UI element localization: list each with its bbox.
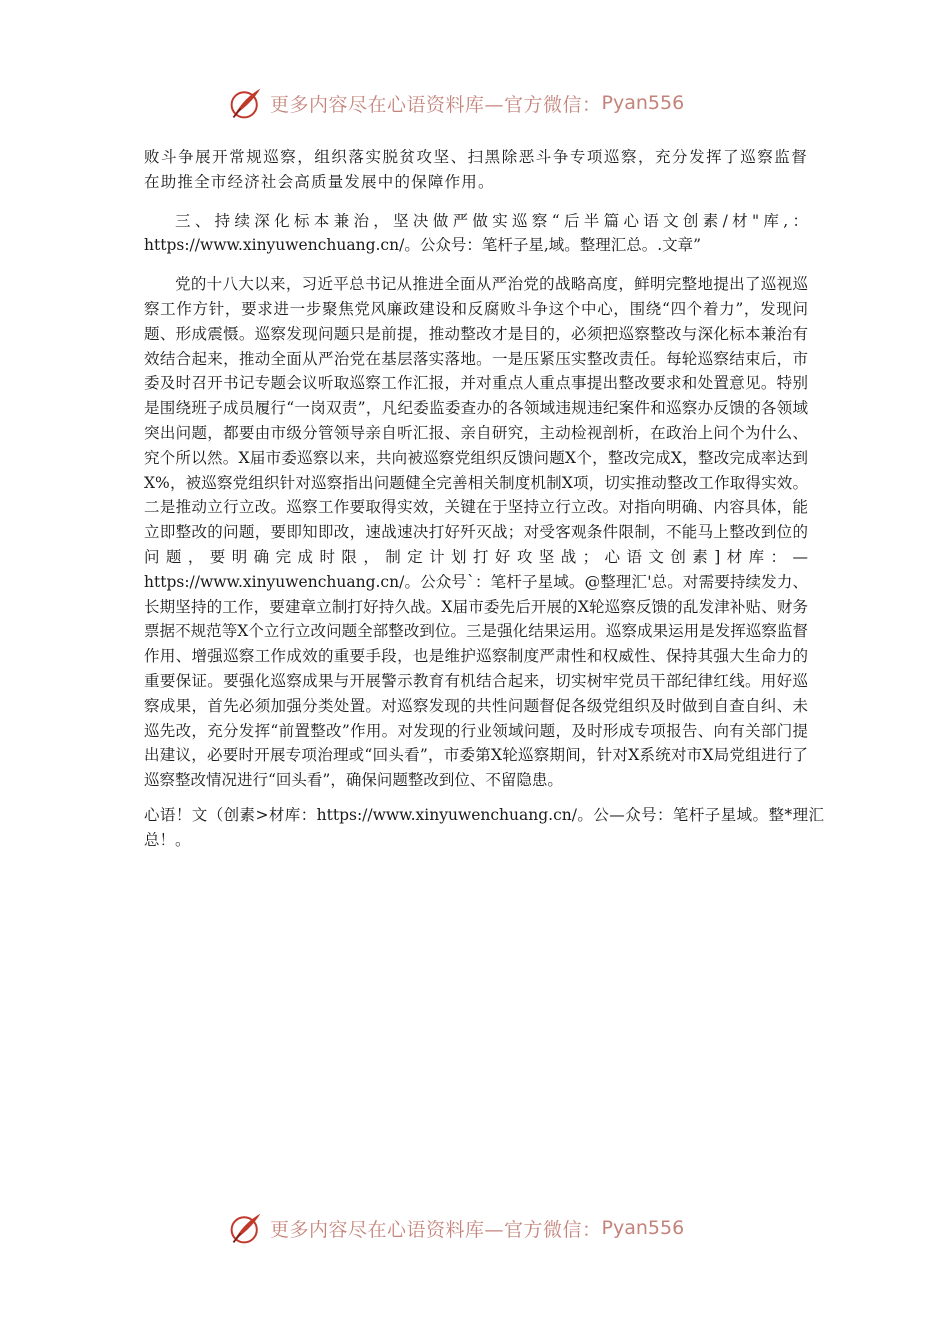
quill-logo-icon	[228, 1210, 264, 1246]
banner-wechat-id: Pyan556	[601, 92, 685, 114]
paragraph-continuation: 败斗争展开常规巡察，组织落实脱贫攻坚、扫黑除恶斗争专项巡察，充分发挥了巡察监督在助推全市经济社会高质量发展中的保障作用。	[144, 148, 808, 191]
banner-text: 更多内容尽在心语资料库—官方微信：	[270, 93, 602, 116]
banner-text: 更多内容尽在心语资料库—官方微信：	[270, 1218, 602, 1241]
banner-wechat-id: Pyan556	[601, 1217, 685, 1239]
footer-banner	[228, 1208, 684, 1248]
header-banner	[228, 83, 684, 123]
document-body	[144, 145, 824, 853]
section-heading: 三、持续深化标本兼治，坚决做严做实巡察“后半篇心语文创素/材"库,：https://www.xinyuwenchuang.cn/。公众号：笔杆子星,域。整理汇总。.文章”	[144, 211, 808, 255]
paragraph-body: 党的十八大以来，习近平总书记从推进全面从严治党的战略高度，鲜明完整地提出了巡视巡察工作方针，要求进一步聚焦党风廉政建设和反腐败斗争这个中心，围绕“四个着力”，发现问题、形成震慑。巡察发现问题只是前提，推动整改才是目的，必须把巡察整改与深化标本兼治有效结合起来，推动全面从严治党在基层落实落地。一是压紧压实整改责任。每轮巡察结束后，市委及时召开书记专题会议听取巡察工作汇报，并对重点人重点事提出整改要求和处置意见。特别是围绕班子成员履行“一岗双责”，凡纪委监委查办的各领域违规违纪案件和巡察办反馈的各领域突出问题，都要由市级分管领导亲自听汇报、亲自研究，主动检视剖析，在政治上问个为什么、究个所以然。X届市委巡察以来，共向被巡察党组织反馈问题X个，整改完成X，整改完成率达到X%，被巡察党组织针对巡察指出问题健全完善相关制度机制X项，切实推动整改工作取得实效。二是推动立行立改。巡察工作要取得实效，关键在于坚持立行立改。对指向明确、内容具体，能立即整改的问题，要即知即改，速战速决打好歼灭战；对受客观条件限制，不能马上整改到位的问题，要明确完成时限，制定计划打好攻坚战；心语文创素]材库：—https://www.xinyuwenchuang.cn/。公众号`：笔杆子星域。@整理汇'总。对需要持续发力、长期坚持的工作，要建章立制打好持久战。X届市委先后开展的X轮巡察反馈的乱发津补贴、财务票据不规范等X个立行立改问题全部整改到位。三是强化结果运用。巡察成果运用是发挥巡察监督作用、增强巡察工作成效的重要手段，也是维护巡察制度严肃性和权威性、保持其强大生命力的重要保证。要强化巡察成果与开展警示教育有机结合起来，切实树牢党员干部纪律红线。用好巡察成果，首先必须加强分类处置。对巡察发现的共性问题督促各级党组织及时做到自查自纠、未巡先改，充分发挥“前置整改”作用。对发现的行业领域问题，及时形成专项报告、向有关部门提出建议，必要时开展专项治理或“回头看”，市委第X轮巡察期间，针对X系统对市X局党组进行了巡察整改情况进行“回头看”，确保问题整改到位、不留隐患。	[144, 275, 808, 790]
quill-logo-icon	[228, 85, 264, 121]
footer-note: 心语！文（创素>材库：https://www.xinyuwenchuang.cn/。公—众号：笔杆子星域。整*理汇总！。	[144, 805, 824, 849]
